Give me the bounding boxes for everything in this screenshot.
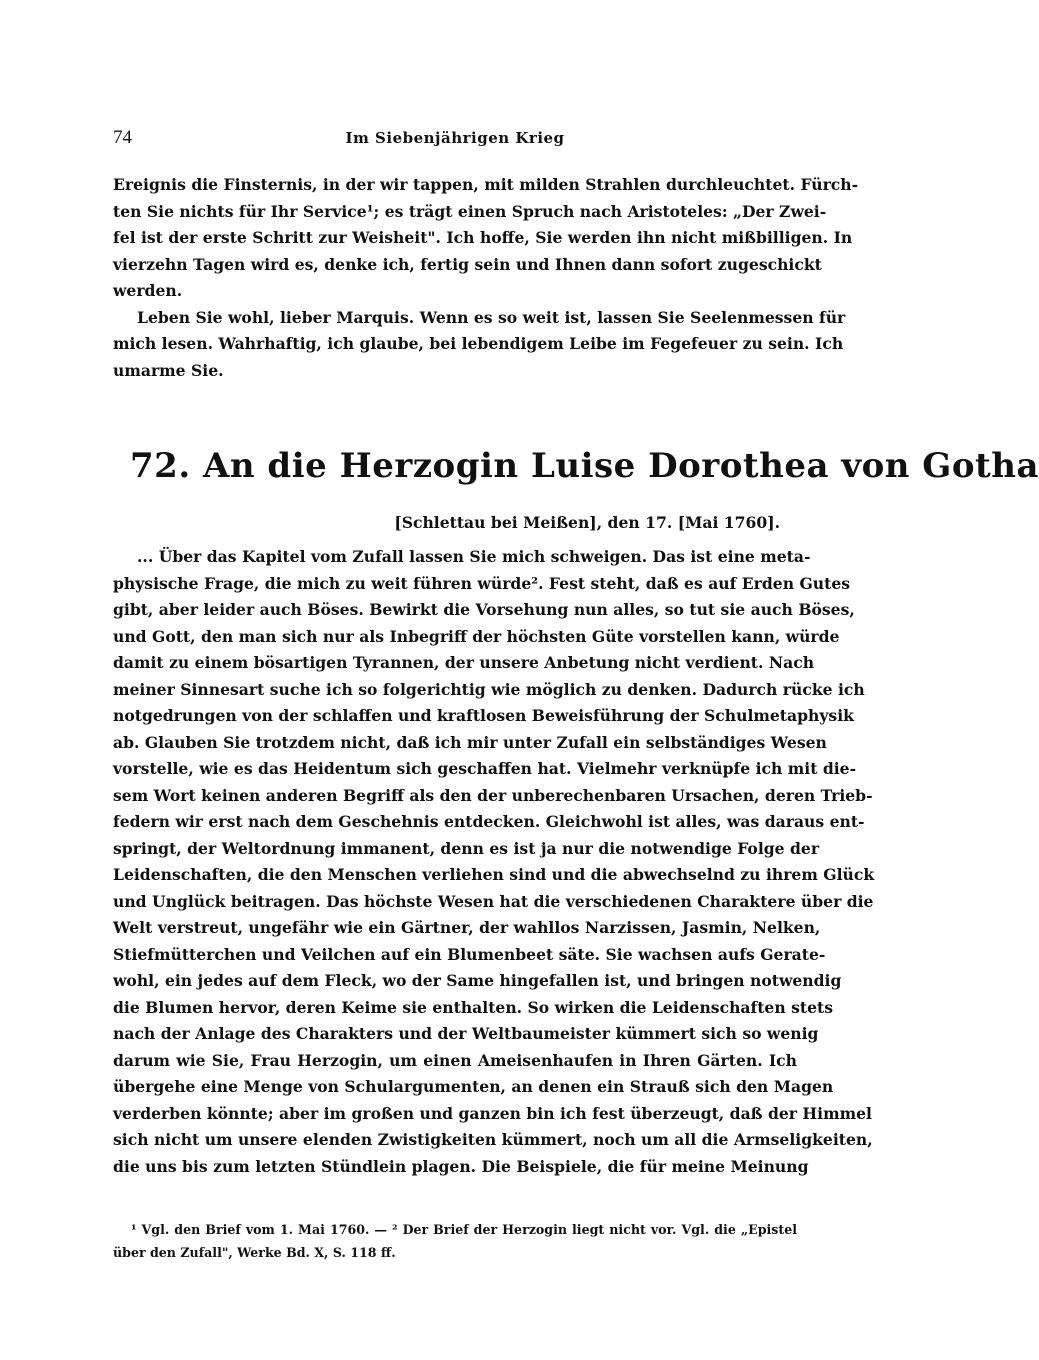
text-line: gibt, aber leider auch Böses. Bewirkt die Vorsehung nun alles, so tut sie auch Böses, bbox=[113, 600, 855, 619]
text-line: fel ist der erste Schritt zur Weisheit". Ich hoffe, Sie werden ihn nicht mißbilligen. In bbox=[113, 228, 853, 247]
text-line: notgedrungen von der schlaffen und kraftlosen Beweisführung der Schulmetaphysik bbox=[113, 706, 854, 725]
text-line: umarme Sie. bbox=[113, 360, 224, 380]
text-line: mich lesen. Wahrhaftig, ich glaube, bei lebendigem Leibe im Fegefeuer zu sein. Ich bbox=[113, 334, 844, 353]
text-line: federn wir erst nach dem Geschehnis entdecken. Gleichwohl ist alles, was daraus ent- bbox=[113, 812, 865, 831]
text-line: ab. Glauben Sie trotzdem nicht, daß ich mir unter Zufall ein selbständiges Wesen bbox=[113, 732, 827, 752]
footnote-line: ¹ Vgl. den Brief vom 1. Mai 1760. — ² Der Brief der Herzogin liegt nicht vor. Vgl. die „Epistel bbox=[131, 1222, 797, 1237]
footnotes bbox=[113, 1218, 797, 1264]
text-line: und Gott, den man sich nur als Inbegriff der höchsten Güte vorstellen kann, würde bbox=[113, 626, 840, 646]
text-line: Leidenschaften, die den Menschen verliehen sind und die abwechselnd zu ihrem Glück bbox=[113, 865, 875, 884]
page-header bbox=[113, 127, 797, 151]
paragraph bbox=[113, 305, 846, 385]
text-line: übergehe eine Menge von Schulargumenten, an denen ein Strauß sich den Magen bbox=[113, 1077, 834, 1096]
paragraph bbox=[113, 544, 875, 1180]
text-line: Stiefmütterchen und Veilchen auf ein Blumenbeet säte. Sie wachsen aufs Gerate- bbox=[113, 944, 826, 964]
text-line: sich nicht um unsere elenden Zwistigkeiten kümmert, noch um all die Armseligkeiten, bbox=[113, 1130, 873, 1149]
letter-body bbox=[113, 544, 875, 1180]
text-line: vierzehn Tagen wird es, denke ich, fertig sein und Ihnen dann sofort zugeschickt bbox=[113, 254, 822, 274]
text-line: darum wie Sie, Frau Herzogin, um einen Ameisenhaufen in Ihren Gärten. Ich bbox=[113, 1050, 797, 1070]
text-line: physische Frage, die mich zu weit führen würde². Fest steht, daß es auf Erden Gutes bbox=[113, 573, 851, 593]
text-line: ten Sie nichts für Ihr Service¹; es trägt einen Spruch nach Aristoteles: „Der Zwei- bbox=[113, 201, 827, 221]
text-line: meiner Sinnesart suche ich so folgerichtig wie möglich zu denken. Dadurch rücke ich bbox=[113, 679, 865, 699]
text-line: damit zu einem bösartigen Tyrannen, der unsere Anbetung nicht verdient. Nach bbox=[113, 653, 815, 672]
text-line: Welt verstreut, ungefähr wie ein Gärtner, der wahllos Narzissen, Jasmin, Nelken, bbox=[113, 918, 821, 937]
text-line: nach der Anlage des Charakters und der Weltbaumeister kümmert sich so wenig bbox=[113, 1024, 819, 1043]
text-line: vorstelle, wie es das Heidentum sich geschaffen hat. Vielmehr verknüpfe ich mit die- bbox=[113, 759, 857, 778]
text-line: die uns bis zum letzten Stündlein plagen. Die Beispiele, die für meine Meinung bbox=[113, 1156, 809, 1176]
text-line: wohl, ein jedes auf dem Fleck, wo der Same hingefallen ist, und bringen notwendig bbox=[113, 971, 842, 990]
text-line: Ereignis die Finsternis, in der wir tappen, mit milden Strahlen durchleuchtet. Fürch- bbox=[113, 175, 859, 194]
page-number: 74 bbox=[113, 127, 132, 148]
text-line: werden. bbox=[113, 281, 183, 300]
text-line: verderben könnte; aber im großen und ganzen bin ich fest überzeugt, daß der Himmel bbox=[113, 1103, 872, 1123]
text-line: ... Über das Kapitel vom Zufall lassen Sie mich schweigen. Das ist eine meta- bbox=[137, 547, 811, 566]
text-line: sem Wort keinen anderen Begriff als den der unberechenbaren Ursachen, deren Trieb- bbox=[113, 785, 873, 805]
text-line: die Blumen hervor, deren Keime sie enthalten. So wirken die Leidenschaften stets bbox=[113, 997, 834, 1017]
paragraph bbox=[113, 172, 859, 305]
intro-text bbox=[113, 172, 859, 384]
footnote-line: über den Zufall", Werke Bd. X, S. 118 ff. bbox=[113, 1245, 396, 1260]
letter-dateline: [Schlettau bei Meißen], den 17. [Mai 1760]. bbox=[394, 513, 780, 532]
text-line: und Unglück beitragen. Das höchste Wesen hat die verschiedenen Charaktere über die bbox=[113, 891, 874, 911]
letter-title: 72. An die Herzogin Luise Dorothea von Gotha bbox=[130, 446, 1039, 486]
running-head: Im Siebenjährigen Krieg bbox=[345, 129, 565, 147]
text-line: Leben Sie wohl, lieber Marquis. Wenn es so weit ist, lassen Sie Seelenmessen für bbox=[137, 307, 846, 327]
text-line: springt, der Weltordnung immanent, denn es ist ja nur die notwendige Folge der bbox=[113, 838, 820, 858]
